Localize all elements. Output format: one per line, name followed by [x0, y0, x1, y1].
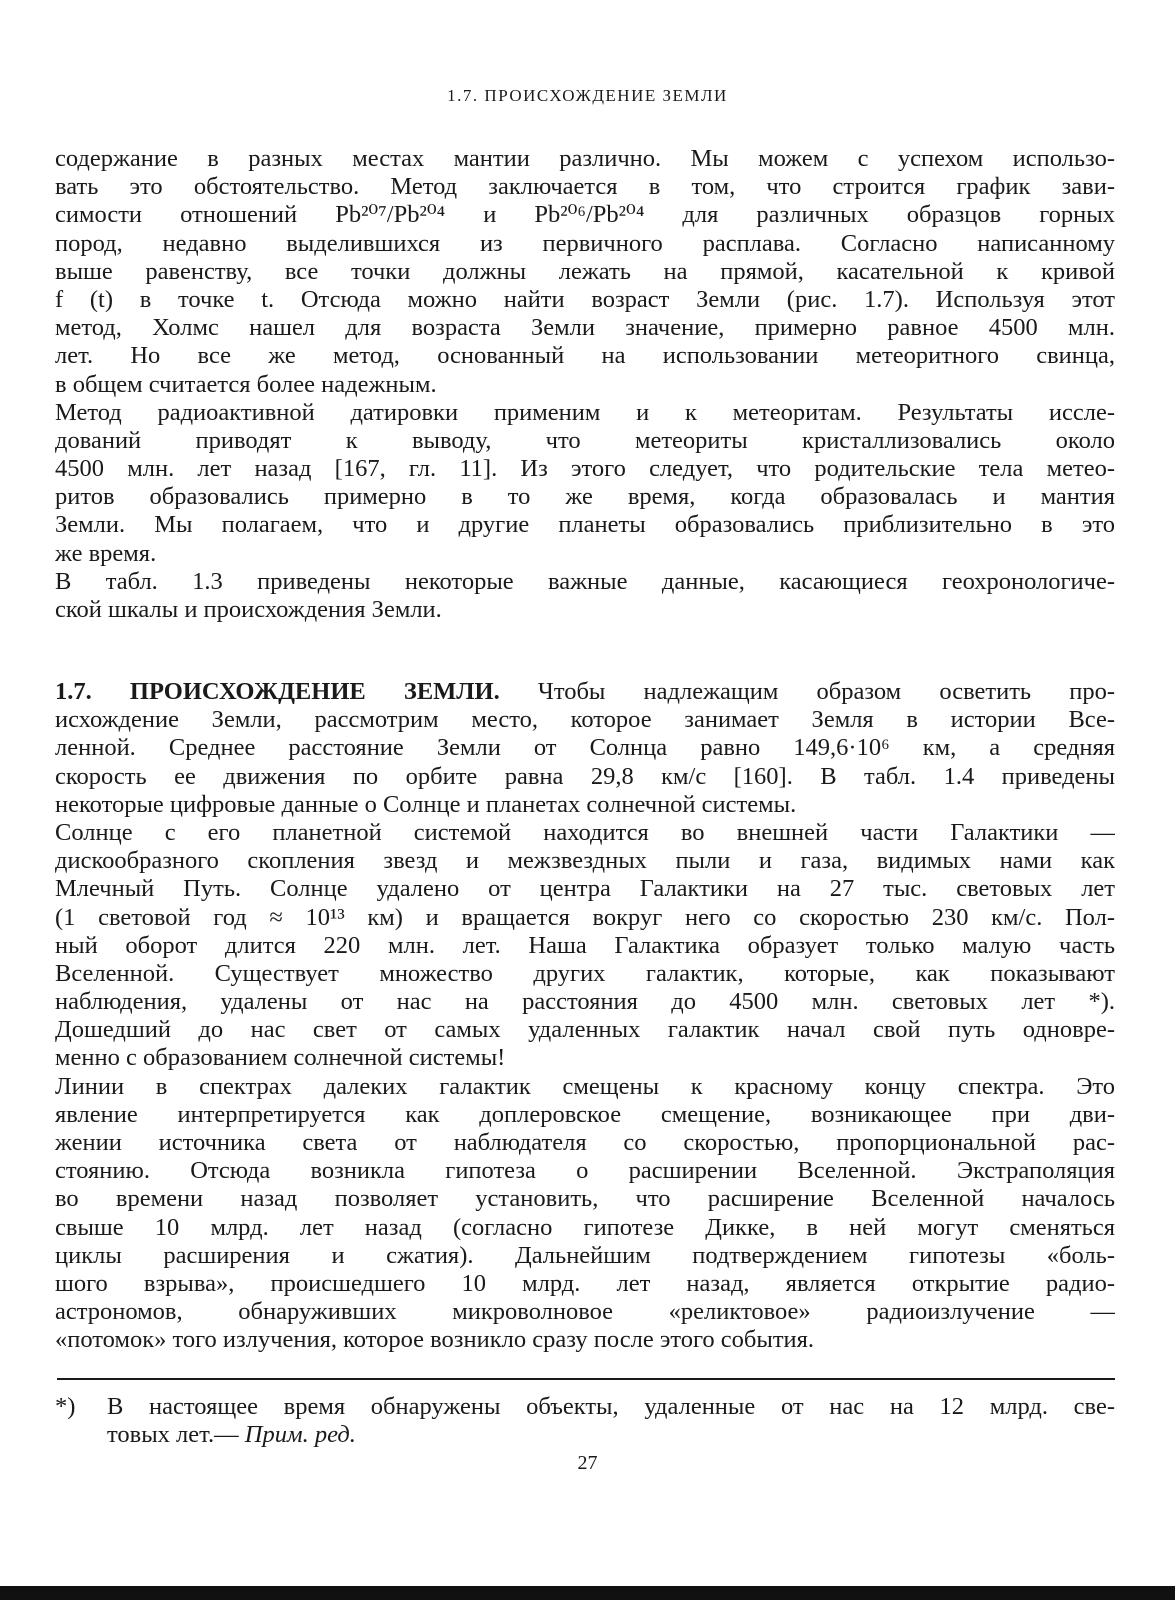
- text-line: во времени назад позволяет установить, что расширение Вселенной началось: [55, 1185, 1115, 1213]
- footnote-line: В настоящее время обнаружены объекты, удаленные от нас на 12 млрд. све-: [107, 1393, 1115, 1420]
- text-line: вать это обстоятельство. Метод заключается в том, что строится график зави-: [55, 173, 1115, 201]
- paragraph-table-ref: [55, 568, 1115, 624]
- text-line: скорость ее движения по орбите равна 29,8 км/с [160]. В табл. 1.4 приведены: [55, 762, 1115, 790]
- text-line: астрономов, обнаруживших микроволновое «реликтовое» радиоизлучение —: [55, 1298, 1115, 1326]
- text-line: менно с образованием солнечной системы!: [55, 1044, 506, 1072]
- text-line: Линии в спектрах далеких галактик смещены к красному концу спектра. Это: [55, 1072, 1115, 1100]
- text-line: Солнце с его планетной системой находится во внешней части Галактики —: [55, 818, 1115, 846]
- text-line: лет. Но все же метод, основанный на использовании метеоритного свинца,: [55, 342, 1115, 370]
- text-line: ритов образовались примерно в то же время, когда образовалась и мантия: [55, 483, 1115, 511]
- text-line: некоторые цифровые данные о Солнце и планетах солнечной системы.: [55, 790, 797, 818]
- running-head: 1.7. ПРОИСХОЖДЕНИЕ ЗЕМЛИ: [447, 86, 728, 105]
- text-line: стоянию. Отсюда возникла гипотеза о расширении Вселенной. Экстраполяция: [55, 1157, 1115, 1185]
- footnote-divider: [57, 1378, 1115, 1380]
- footnote-text: [107, 1393, 1115, 1449]
- footnote-line: [107, 1421, 1115, 1449]
- text-run: Чтобы надлежащим образом осветить про-: [537, 678, 1115, 705]
- text-line: явление интерпретируется как доплеровское смещение, возникающее при дви-: [55, 1100, 1115, 1128]
- paragraph-lead-isotopes: [55, 145, 1115, 399]
- paragraph-redshift: [55, 1073, 1115, 1355]
- text-line: ской шкалы и происхождения Земли.: [55, 596, 442, 623]
- page-number: 27: [577, 1452, 598, 1474]
- text-line: (1 световой год ≈ 10¹³ км) и вращается вокруг него со скоростью 230 км/с. Пол-: [55, 903, 1115, 931]
- section-origin-of-earth: [55, 678, 1115, 1355]
- text-line: же время.: [55, 539, 157, 567]
- scan-bottom-border: [0, 1586, 1175, 1600]
- text-line: Вселенной. Существует множество других галактик, которые, как показывают: [55, 959, 1115, 987]
- text-line: 4500 млн. лет назад [167, гл. 11]. Из этого следует, что родительские тела метео-: [55, 455, 1115, 483]
- text-line: содержание в разных местах мантии различно. Мы можем с успехом использо-: [55, 145, 1115, 172]
- section-heading: 1.7. ПРОИСХОЖДЕНИЕ ЗЕМЛИ.: [55, 678, 500, 705]
- text-line: симости отношений Pb²⁰⁷/Pb²⁰⁴ и Pb²⁰⁶/Pb²⁰⁴ для различных образцов горных: [55, 201, 1115, 229]
- text-block-continuation: [55, 145, 1115, 624]
- text-line: выше равенству, все точки должны лежать на прямой, касательной к кривой: [55, 257, 1115, 285]
- text-line: дискообразного скопления звезд и межзвездных пыли и газа, видимых нами как: [55, 847, 1115, 875]
- text-line: метод, Холмс нашел для возраста Земли значение, примерно равное 4500 млн.: [55, 314, 1115, 342]
- text-line: «потомок» того излучения, которое возникло сразу после этого события.: [55, 1326, 815, 1354]
- text-line: Метод радиоактивной датировки применим и к метеоритам. Результаты иссле-: [55, 398, 1115, 426]
- paragraph-galaxy: [55, 819, 1115, 1073]
- text-line: в общем считается более надежным.: [55, 370, 437, 398]
- text-line: ленной. Среднее расстояние Земли от Солнца равно 149,6·10⁶ км, а средняя: [55, 734, 1115, 762]
- text-line: исхождение Земли, рассмотрим место, которое занимает Земля в истории Все-: [55, 706, 1115, 734]
- text-line: дований приводят к выводу, что метеориты кристаллизовались около: [55, 426, 1115, 454]
- text-line: Дошедший до нас свет от самых удаленных галактик начал свой путь одновре-: [55, 1016, 1115, 1044]
- paragraph-meteorites: [55, 399, 1115, 568]
- text-line: Млечный Путь. Солнце удалено от центра Галактики на 27 тыс. световых лет: [55, 875, 1115, 903]
- footnote-mark: *): [55, 1393, 76, 1420]
- text-line: шого взрыва», происшедшего 10 млрд. лет назад, является открытие радио-: [55, 1269, 1115, 1297]
- text-line: наблюдения, удалены от нас на расстояния до 4500 млн. световых лет *).: [55, 988, 1115, 1016]
- footnote-line-text: товых лет.—: [107, 1421, 239, 1449]
- text-line: Земли. Мы полагаем, что и другие планеты образовались приблизительно в это: [55, 511, 1115, 539]
- text-line: f (t) в точке t. Отсюда можно найти возраст Земли (рис. 1.7). Используя этот: [55, 285, 1115, 313]
- text-line: жении источника света от наблюдателя со скоростью, пропорциональной рас-: [55, 1129, 1115, 1156]
- text-line: циклы расширения и сжатия). Дальнейшим подтверждением гипотезы «боль-: [55, 1241, 1115, 1269]
- text-line: В табл. 1.3 приведены некоторые важные данные, касающиеся геохронологиче-: [55, 567, 1115, 595]
- text-line: ный оборот длится 220 млн. лет. Наша Галактика образует только малую часть: [55, 931, 1115, 959]
- editor-note: Прим. ред.: [244, 1421, 356, 1449]
- paragraph-section-intro: [55, 678, 1115, 819]
- text-line: пород, недавно выделившихся из первичного расплава. Согласно написанному: [55, 229, 1115, 257]
- section-first-line: [55, 678, 1115, 706]
- text-line: свыше 10 млрд. лет назад (согласно гипотезе Дикке, в ней могут сменяться: [55, 1213, 1115, 1241]
